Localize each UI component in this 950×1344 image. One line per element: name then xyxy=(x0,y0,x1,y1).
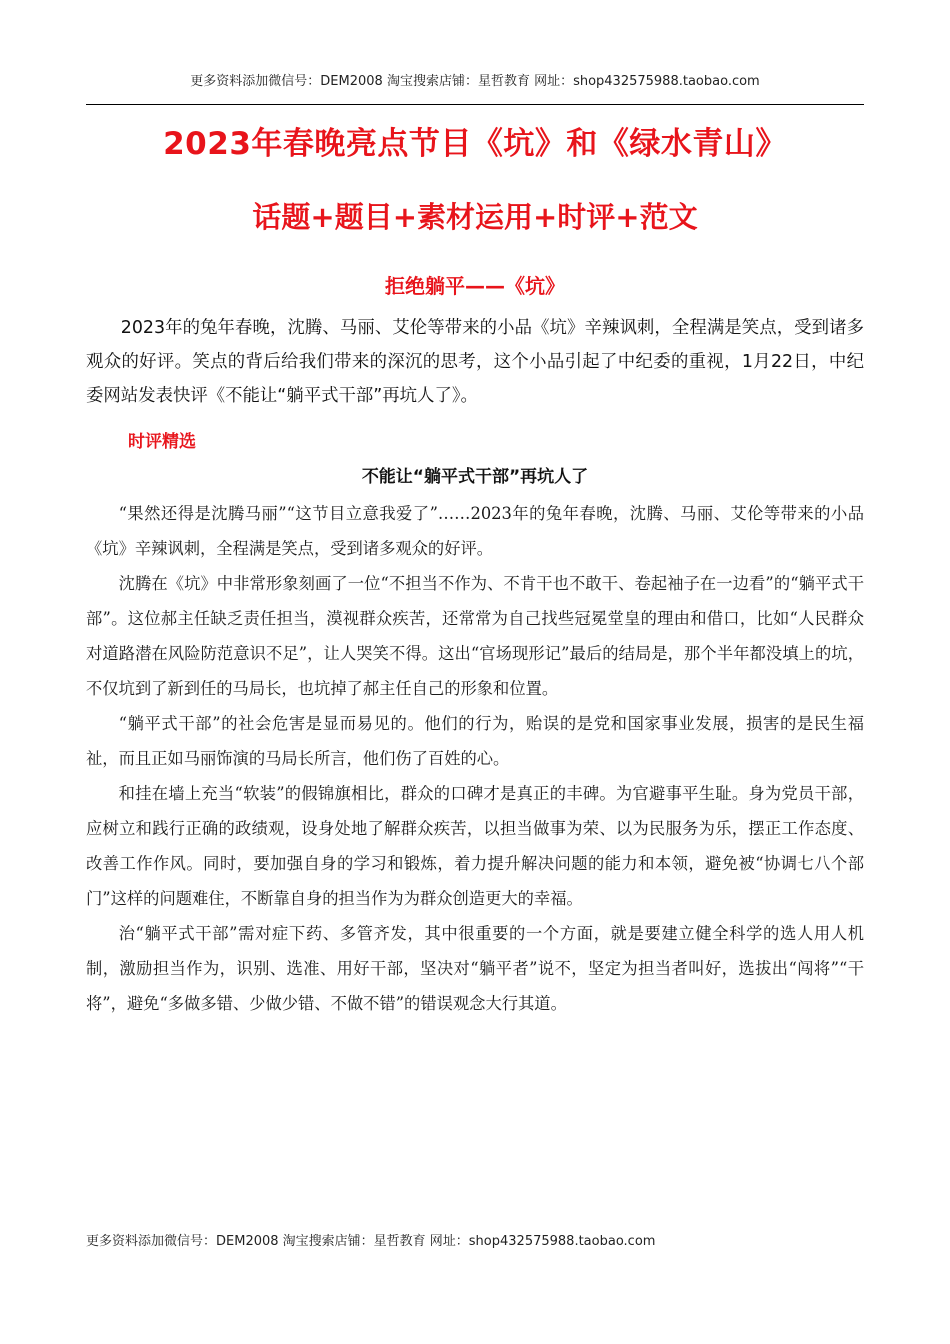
intro-paragraph: 2023年的兔年春晚，沈腾、马丽、艾伦等带来的小品《坑》辛辣讽刺，全程满是笑点，受到诸多观众的好评。笑点的背后给我们带来的深沉的思考，这个小品引起了中纪委的重视，1月22日，中纪委网站发表快评《不能让“躺平式干部”再坑人了》。 xyxy=(86,318,864,406)
article-paragraph: 和挂在墙上充当“软装”的假锦旗相比，群众的口碑才是真正的丰碑。为官避事平生耻。身为党员干部，应树立和践行正确的政绩观，设身处地了解群众疾苦，以担当做事为荣、以为民服务为乐，摆正工作态度、改善工作作风。同时，要加强自身的学习和锻炼，着力提升解决问题的能力和本领，避免被“协调七八个部门”这样的问题难住，不断靠自身的担当作为为群众创造更大的幸福。 xyxy=(86,784,864,908)
footer-note: 更多资料添加微信号：DEM2008 淘宝搜索店铺：星哲教育 网址：shop432575988.taobao.com xyxy=(86,1234,656,1249)
article-paragraph: 治“躺平式干部”需对症下药、多管齐发，其中很重要的一个方面，就是要建立健全科学的选人用人机制，激励担当作为，识别、选准、用好干部，坚决对“躺平者”说不，坚定为担当者叫好，选拔出“闯将”“干将”，避免“多做多错、少做少错、不做不错”的错误观念大行其道。 xyxy=(86,924,864,1013)
subsection-label: 时评精选 xyxy=(128,432,196,452)
article-paragraph: 沈腾在《坑》中非常形象刻画了一位“不担当不作为、不肯干也不敢干、卷起袖子在一边看”的“躺平式干部”。这位郝主任缺乏责任担当，漠视群众疾苦，还常常为自己找些冠冕堂皇的理由和借口，比如“人民群众对道路潜在风险防范意识不足”，让人哭笑不得。这出“官场现形记”最后的结局是，那个半年都没填上的坑，不仅坑到了新到任的马局长，也坑掉了郝主任自己的形象和位置。 xyxy=(86,574,864,698)
document-title: 2023年春晚亮点节目《坑》和《绿水青山》 xyxy=(163,126,787,162)
document-subtitle: 话题+题目+素材运用+时评+范文 xyxy=(252,200,698,234)
article-paragraph: “果然还得是沈腾马丽”“这节目立意我爱了”……2023年的兔年春晚，沈腾、马丽、艾伦等带来的小品《坑》辛辣讽刺，全程满是笑点，受到诸多观众的好评。 xyxy=(86,504,864,558)
section-heading: 拒绝躺平——《坑》 xyxy=(385,274,565,298)
article-body xyxy=(86,496,864,1021)
article-paragraph: “躺平式干部”的社会危害是显而易见的。他们的行为，贻误的是党和国家事业发展，损害的是民生福祉，而且正如马丽饰演的马局长所言，他们伤了百姓的心。 xyxy=(86,714,864,768)
article-title: 不能让“躺平式干部”再坑人了 xyxy=(361,467,589,487)
header-note: 更多资料添加微信号：DEM2008 淘宝搜索店铺：星哲教育 网址：shop432575988.taobao.com xyxy=(190,74,760,89)
header-divider xyxy=(86,104,864,105)
